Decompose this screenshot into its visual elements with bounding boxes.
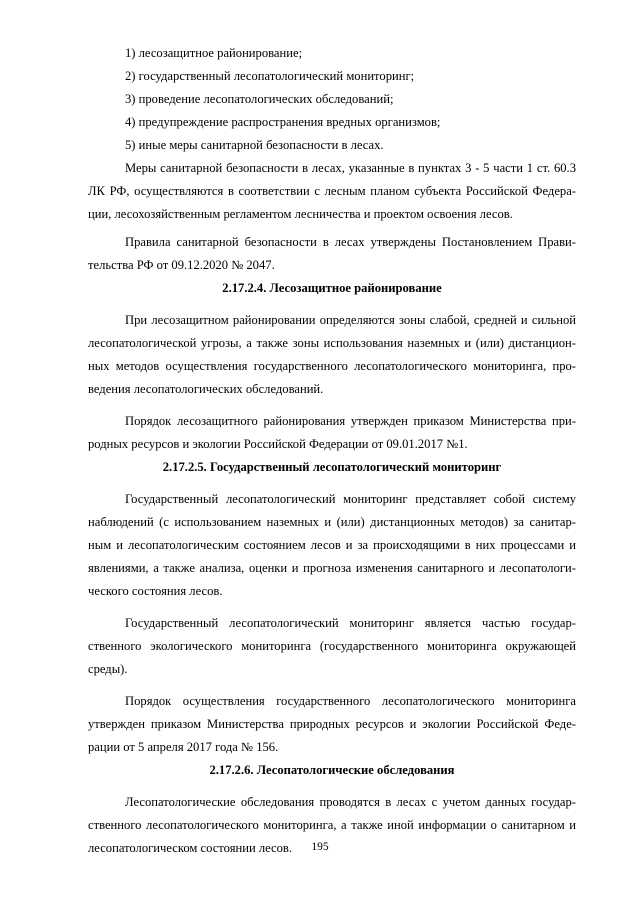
paragraph-line: наблюдений (с использованием наземных и (или) дистанционных методов) за санитар- (88, 515, 576, 529)
paragraph-line: ческого состояния лесов. (88, 584, 223, 598)
list-item: 4) предупреждение распространения вредных организмов; (125, 115, 441, 129)
paragraph-line: явлениями, а также анализа, оценки и прогноза изменения санитарного и лесопатологи- (88, 561, 576, 575)
paragraph (88, 309, 576, 401)
paragraph (88, 231, 576, 277)
paragraph (88, 157, 576, 226)
paragraph (88, 410, 576, 456)
paragraph-line: ных методов осуществления государственного лесопатологического мониторинга, про- (88, 359, 576, 373)
paragraph-line: Государственный лесопатологический мониторинг является частью государ- (125, 616, 576, 630)
page-number: 195 (311, 841, 329, 853)
paragraph-line: Меры санитарной безопасности в лесах, указанные в пунктах 3 - 5 части 1 ст. 60.3 (125, 161, 576, 175)
paragraph-line: Правила санитарной безопасности в лесах утверждены Постановлением Прави- (125, 235, 576, 249)
paragraph-line: ственного лесопатологического мониторинга, а также иной информации о санитарном и (88, 818, 576, 832)
paragraph-line: лесопатологическом состоянии лесов. (88, 841, 293, 855)
list-item: 1) лесозащитное районирование; (125, 46, 303, 60)
list-item: 3) проведение лесопатологических обследований; (125, 92, 394, 106)
paragraph-line: Государственный лесопатологический мониторинг представляет собой систему (125, 492, 576, 506)
paragraph (88, 488, 576, 603)
measures-list (88, 42, 576, 157)
paragraph-line: ЛК РФ, осуществляются в соответствии с лесным планом субъекта Российской Федера- (88, 184, 576, 198)
paragraph-line: ственного экологического мониторинга (государственного мониторинга окружающей (88, 639, 576, 653)
paragraph-line: ным и лесопатологическим состоянием лесов и за происходящими в них процессами и (88, 538, 576, 552)
paragraph-line: Лесопатологические обследования проводятся в лесах с учетом данных государ- (125, 795, 576, 809)
paragraph-line: При лесозащитном районировании определяются зоны слабой, средней и сильной (125, 313, 576, 327)
paragraph-line: родных ресурсов и экологии Российской Федерации от 09.01.2017 №1. (88, 437, 468, 451)
paragraph-line: лесопатологической угрозы, а также зоны использования наземных и (или) дистанцион- (88, 336, 576, 350)
paragraph-line: рации от 5 апреля 2017 года № 156. (88, 740, 279, 754)
paragraph-line: утвержден приказом Министерства природных ресурсов и экологии Российской Феде- (88, 717, 576, 731)
paragraph-line: тельства РФ от 09.12.2020 № 2047. (88, 258, 275, 272)
paragraph-line: среды). (88, 662, 128, 676)
page-body (88, 42, 576, 860)
paragraph-line: ции, лесохозяйственным регламентом лесничества и проектом освоения лесов. (88, 207, 513, 221)
paragraph-line: Порядок осуществления государственного лесопатологического мониторинга (125, 694, 576, 708)
paragraph-line: Порядок лесозащитного районирования утвержден приказом Министерства при- (125, 414, 576, 428)
list-item: 2) государственный лесопатологический мониторинг; (125, 69, 415, 83)
paragraph-line: ведения лесопатологических обследований. (88, 382, 324, 396)
paragraph (88, 612, 576, 681)
list-item: 5) иные меры санитарной безопасности в лесах. (125, 138, 384, 152)
section-heading: 2.17.2.5. Государственный лесопатологический мониторинг (162, 460, 502, 474)
section-heading: 2.17.2.4. Лесозащитное районирование (222, 281, 442, 295)
paragraph (88, 690, 576, 759)
section-heading: 2.17.2.6. Лесопатологические обследования (209, 763, 455, 777)
